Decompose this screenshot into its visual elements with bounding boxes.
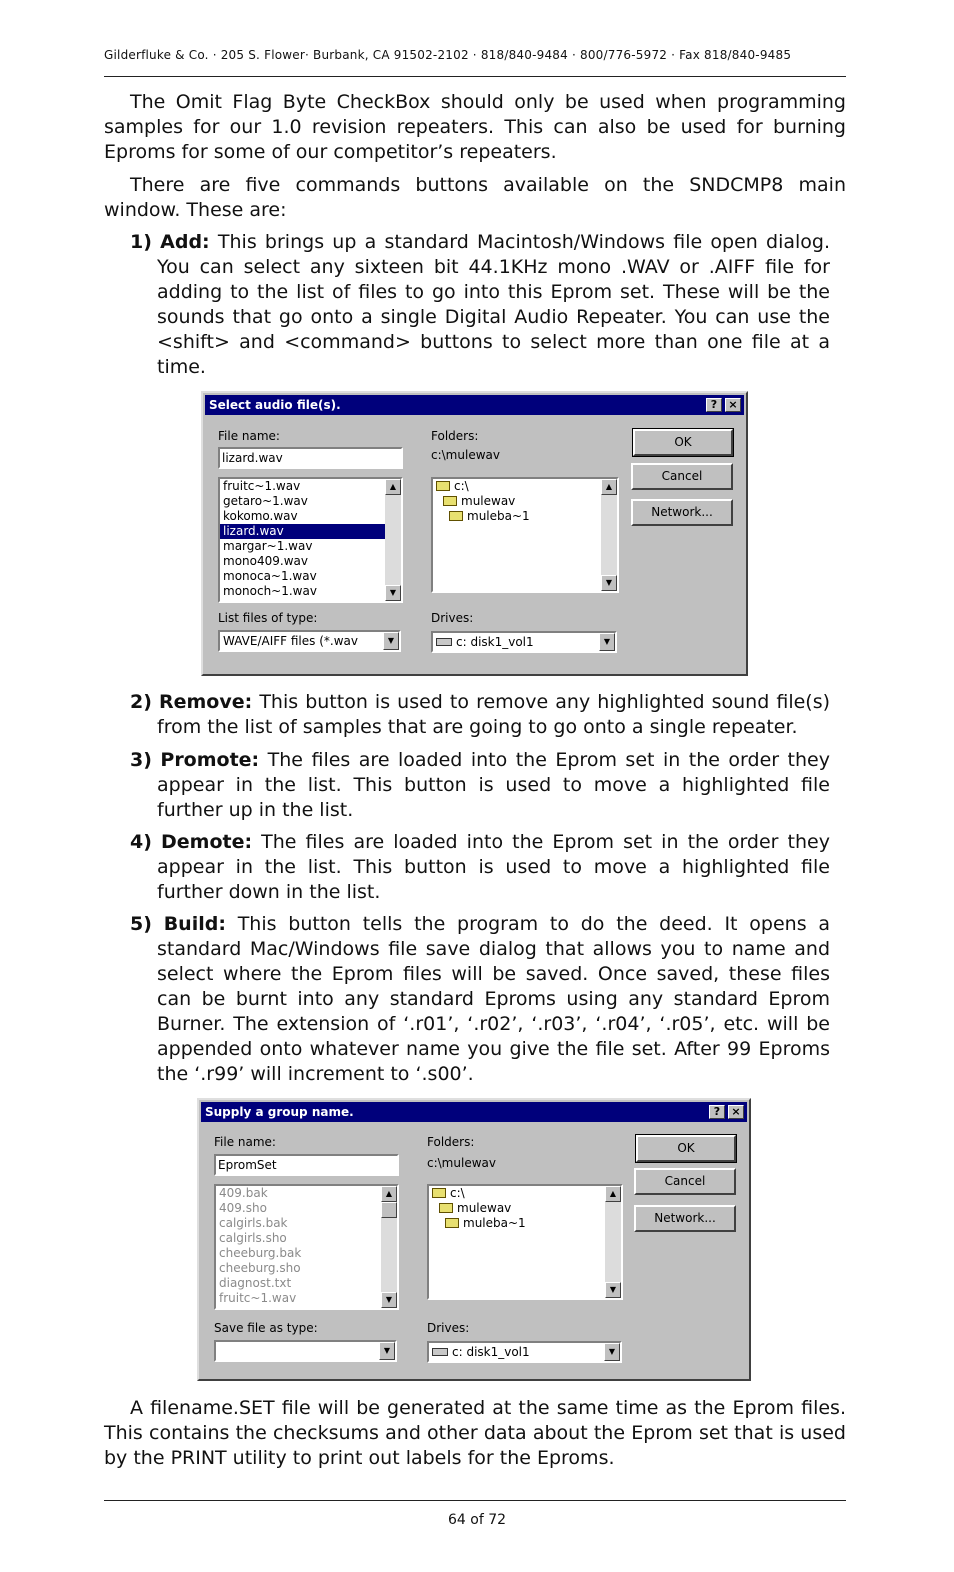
cancel-button[interactable]: Cancel <box>634 1168 736 1195</box>
save-type-label: Save file as type: <box>214 1321 318 1335</box>
item-term: Build: <box>163 913 226 935</box>
file-list-scrollbar[interactable] <box>385 479 401 601</box>
drives-label: Drives: <box>427 1321 470 1335</box>
scroll-up-icon[interactable]: ▲ <box>381 1186 397 1202</box>
file-list-item[interactable]: getaro~1.wav <box>223 494 308 508</box>
folder-item[interactable]: c:\ <box>429 1186 621 1201</box>
folder-list-scrollbar[interactable] <box>605 1186 621 1298</box>
file-list-item[interactable]: kokomo.wav <box>223 509 298 523</box>
help-button[interactable]: ? <box>709 1105 725 1119</box>
paragraph-commands <box>104 173 846 223</box>
scroll-thumb[interactable] <box>381 1202 397 1218</box>
file-list[interactable] <box>218 477 403 603</box>
folder-item[interactable]: mulewav <box>429 1201 621 1216</box>
file-list-item[interactable]: monoca~1.wav <box>223 569 317 583</box>
file-list-item[interactable]: monoch~1.wav <box>223 584 317 598</box>
item-term: Remove: <box>158 691 253 713</box>
paragraph-omit-flag <box>104 90 846 165</box>
item-text: This button tells the program to do the deed. It opens a standard Mac/Windows file save dialog that allows you to name and select where the Eprom files will be saved. Once saved, these files can be burnt into any standard Eproms using any standard Eprom Burner. The extension of ‘.r01’, ‘.r02’, ‘.r03’, ‘.r04’, ‘.r05’, etc. will be appended onto whatever name you give the file set. After 99 Eproms the ‘.r99’ will increment to ‘.s00’. <box>157 913 831 1085</box>
list-type-label: List files of type: <box>218 611 318 625</box>
file-list-item[interactable]: 409.sho <box>219 1201 267 1215</box>
dialog-title: Supply a group name. <box>205 1105 354 1119</box>
file-list-item[interactable]: cheeburg.sho <box>219 1261 301 1275</box>
drive-icon <box>436 638 452 646</box>
dialog-title: Select audio file(s). <box>209 398 341 412</box>
list-item-add <box>130 230 830 380</box>
select-audio-dialog <box>201 391 748 676</box>
file-list-item[interactable]: 409.bak <box>219 1186 268 1200</box>
item-text: This brings up a standard Macintosh/Windows file open dialog. You can select any sixteen bit 44.1KHz mono .WAV or .AIFF file for adding to the list of files to go into this Eprom set. These will be the sounds that go onto a single Digital Audio Repeater. You can use the <shift> and <command> buttons to select more than one file at a time. <box>157 231 831 378</box>
folder-item[interactable]: muleba~1 <box>429 1216 621 1231</box>
file-list-item[interactable]: calgirls.bak <box>219 1216 288 1230</box>
drives-label: Drives: <box>431 611 474 625</box>
item-number: 1) <box>130 231 152 253</box>
file-type-select[interactable]: WAVE/AIFF files (*.wav ▼ <box>218 630 401 652</box>
open-folder-icon <box>432 1188 446 1198</box>
item-text: This button is used to remove any highlighted sound file(s) from the list of samples that are going to go onto a single repeater. <box>157 691 831 738</box>
file-name-input[interactable]: EpromSet <box>214 1154 399 1176</box>
item-text: The files are loaded into the Eprom set in the order they appear in the list. This button is used to move a highlighted file further down in the list. <box>157 831 830 903</box>
file-list[interactable] <box>214 1184 399 1310</box>
ok-button[interactable]: OK <box>633 429 733 456</box>
help-button[interactable]: ? <box>706 398 722 412</box>
scroll-up-icon[interactable]: ▲ <box>605 1186 621 1202</box>
folders-label: Folders: <box>427 1135 475 1149</box>
dialog-titlebar <box>201 1102 747 1122</box>
folder-icon <box>445 1218 459 1228</box>
network-button[interactable]: Network... <box>631 499 733 526</box>
paragraph-set-file <box>104 1396 846 1471</box>
page-header: Gilderfluke & Co. · 205 S. Flower· Burbank, CA 91502-2102 · 818/840-9484 · 800/776-5972 · Fax 818/840-9485 <box>104 48 792 62</box>
page-number: 64 of 72 <box>447 1512 507 1528</box>
footer-rule <box>104 1500 846 1501</box>
file-list-item[interactable]: cheeburg.bak <box>219 1246 302 1260</box>
item-number: 2) <box>130 691 152 713</box>
paragraph-text: A filename.SET file will be generated at the same time as the Eprom files. This contains the checksums and other data about the Eprom set that is used by the PRINT utility to print out labels for the Eproms. <box>104 1397 846 1469</box>
file-list-item[interactable]: diagnost.txt <box>219 1276 292 1290</box>
file-list-scrollbar[interactable] <box>381 1186 397 1308</box>
item-term: Add: <box>160 231 210 253</box>
scroll-up-icon[interactable]: ▲ <box>385 479 401 495</box>
close-button[interactable]: × <box>728 1105 744 1119</box>
cancel-button[interactable]: Cancel <box>631 463 733 490</box>
drive-icon <box>432 1348 448 1356</box>
item-text: The files are loaded into the Eprom set in the order they appear in the list. This button is used to move a highlighted file further up in the list. <box>157 749 830 821</box>
file-list-item[interactable]: lizard.wav <box>220 524 401 539</box>
item-number: 5) <box>130 913 152 935</box>
folder-item[interactable]: muleba~1 <box>433 509 617 524</box>
file-list-item[interactable]: fruitc~1.wav <box>219 1291 297 1305</box>
scroll-down-icon[interactable]: ▼ <box>381 1292 397 1308</box>
file-list-item[interactable]: calgirls.sho <box>219 1231 287 1245</box>
chevron-down-icon[interactable]: ▼ <box>383 632 399 650</box>
folder-item[interactable]: mulewav <box>433 494 617 509</box>
item-term: Promote: <box>160 749 260 771</box>
folders-label: Folders: <box>431 429 479 443</box>
list-item-promote <box>130 748 830 823</box>
item-number: 3) <box>130 749 152 771</box>
scroll-down-icon[interactable]: ▼ <box>601 575 617 591</box>
folders-path: c:\mulewav <box>431 448 500 462</box>
scroll-up-icon[interactable]: ▲ <box>601 479 617 495</box>
file-list-item[interactable]: fruitc~1.wav <box>223 479 301 493</box>
scroll-down-icon[interactable]: ▼ <box>385 585 401 601</box>
file-name-label: File name: <box>218 429 280 443</box>
folders-path: c:\mulewav <box>427 1156 496 1170</box>
chevron-down-icon[interactable]: ▼ <box>604 1343 620 1361</box>
list-item-demote <box>130 830 830 905</box>
chevron-down-icon[interactable]: ▼ <box>599 633 615 651</box>
drive-select[interactable]: c: disk1_vol1 ▼ <box>431 631 617 653</box>
network-button[interactable]: Network... <box>634 1205 736 1232</box>
paragraph-text: The Omit Flag Byte CheckBox should only be used when programming samples for our 1.0 revision repeaters. This can also be used for burning Eproms for some of our competitor’s repeaters. <box>104 91 846 163</box>
open-folder-icon <box>436 481 450 491</box>
file-name-label: File name: <box>214 1135 276 1149</box>
folder-list[interactable] <box>427 1184 623 1300</box>
ok-button[interactable]: OK <box>636 1135 736 1162</box>
dialog-titlebar <box>205 395 744 415</box>
file-list-item[interactable]: mono409.wav <box>223 554 308 568</box>
supply-group-name-dialog <box>197 1098 751 1381</box>
scroll-down-icon[interactable]: ▼ <box>605 1282 621 1298</box>
open-folder-icon <box>439 1203 453 1213</box>
item-term: Demote: <box>160 831 253 853</box>
item-number: 4) <box>130 831 152 853</box>
open-folder-icon <box>443 496 457 506</box>
folder-list-scrollbar[interactable] <box>601 479 617 591</box>
folder-item[interactable]: c:\ <box>433 479 617 494</box>
list-item-build <box>130 912 830 1087</box>
close-button[interactable]: × <box>725 398 741 412</box>
header-rule <box>104 76 846 77</box>
folder-icon <box>449 511 463 521</box>
save-type-select[interactable] <box>214 1340 397 1362</box>
drive-select[interactable]: c: disk1_vol1 ▼ <box>427 1341 622 1363</box>
folder-list[interactable] <box>431 477 619 593</box>
chevron-down-icon[interactable]: ▼ <box>379 1342 395 1360</box>
paragraph-text: There are five commands buttons available on the SNDCMP8 main window. These are: <box>104 174 846 221</box>
list-item-remove <box>130 690 830 740</box>
file-name-input[interactable]: lizard.wav <box>218 447 403 469</box>
file-list-item[interactable]: margar~1.wav <box>223 539 313 553</box>
